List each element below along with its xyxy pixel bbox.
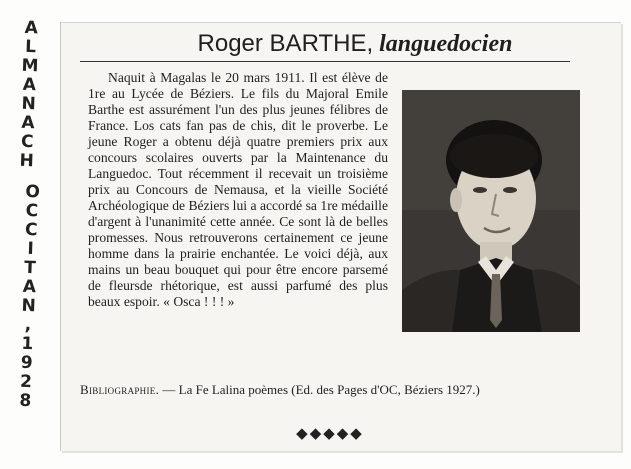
- handwritten-almanach: ALMANACH: [15, 17, 42, 171]
- title-rule: [80, 61, 570, 62]
- handwritten-annotation: [6, 18, 50, 448]
- article-title: [120, 30, 590, 58]
- bibliography-heading: Bibliographie.: [80, 382, 160, 397]
- title-name: Roger BARTHE,: [197, 30, 374, 57]
- bibliography: [80, 381, 610, 398]
- title-subtitle: languedocien: [379, 31, 513, 57]
- bibliography-text: — La Fe Lalina poèmes (Ed. des Pages d'OC, Béziers 1927.): [162, 382, 480, 397]
- article-body: Naquit à Magalas le 20 mars 1911. Il est élève de 1re au Lycée de Béziers. Le fils du Majoral Emile Barthe est assurément l'un des plus jeunes félibres de France. Los cats fan pas de chis, dit le proverbe. Le jeune Roger a obtenu déjà quatre premiers prix aux concours scolaires ouverts par la Maintenance du Languedoc. Tout récemment il recevait un troisième prix au Concours de Nemausa, et la vieille Société Archéologique de Béziers lui a accordé sa 1re médaille d'argent à l'unanimité cette année. Ce sont là de belles promesses. Nous retrouverons certainement ce jeune homme dans la prairie enchantée. Le voici déjà, aux mains un beau bouquet qui pour être encore parsemé de fleursde rhétorique, est aussi parfumé des plus beaux espoir. « Osca ! ! ! »: [88, 70, 388, 309]
- handwritten-occitan-1928: OCCITAN,1928: [14, 181, 43, 411]
- portrait-photo: [402, 90, 580, 332]
- ornament-divider: ◆◆◆◆◆: [296, 426, 364, 442]
